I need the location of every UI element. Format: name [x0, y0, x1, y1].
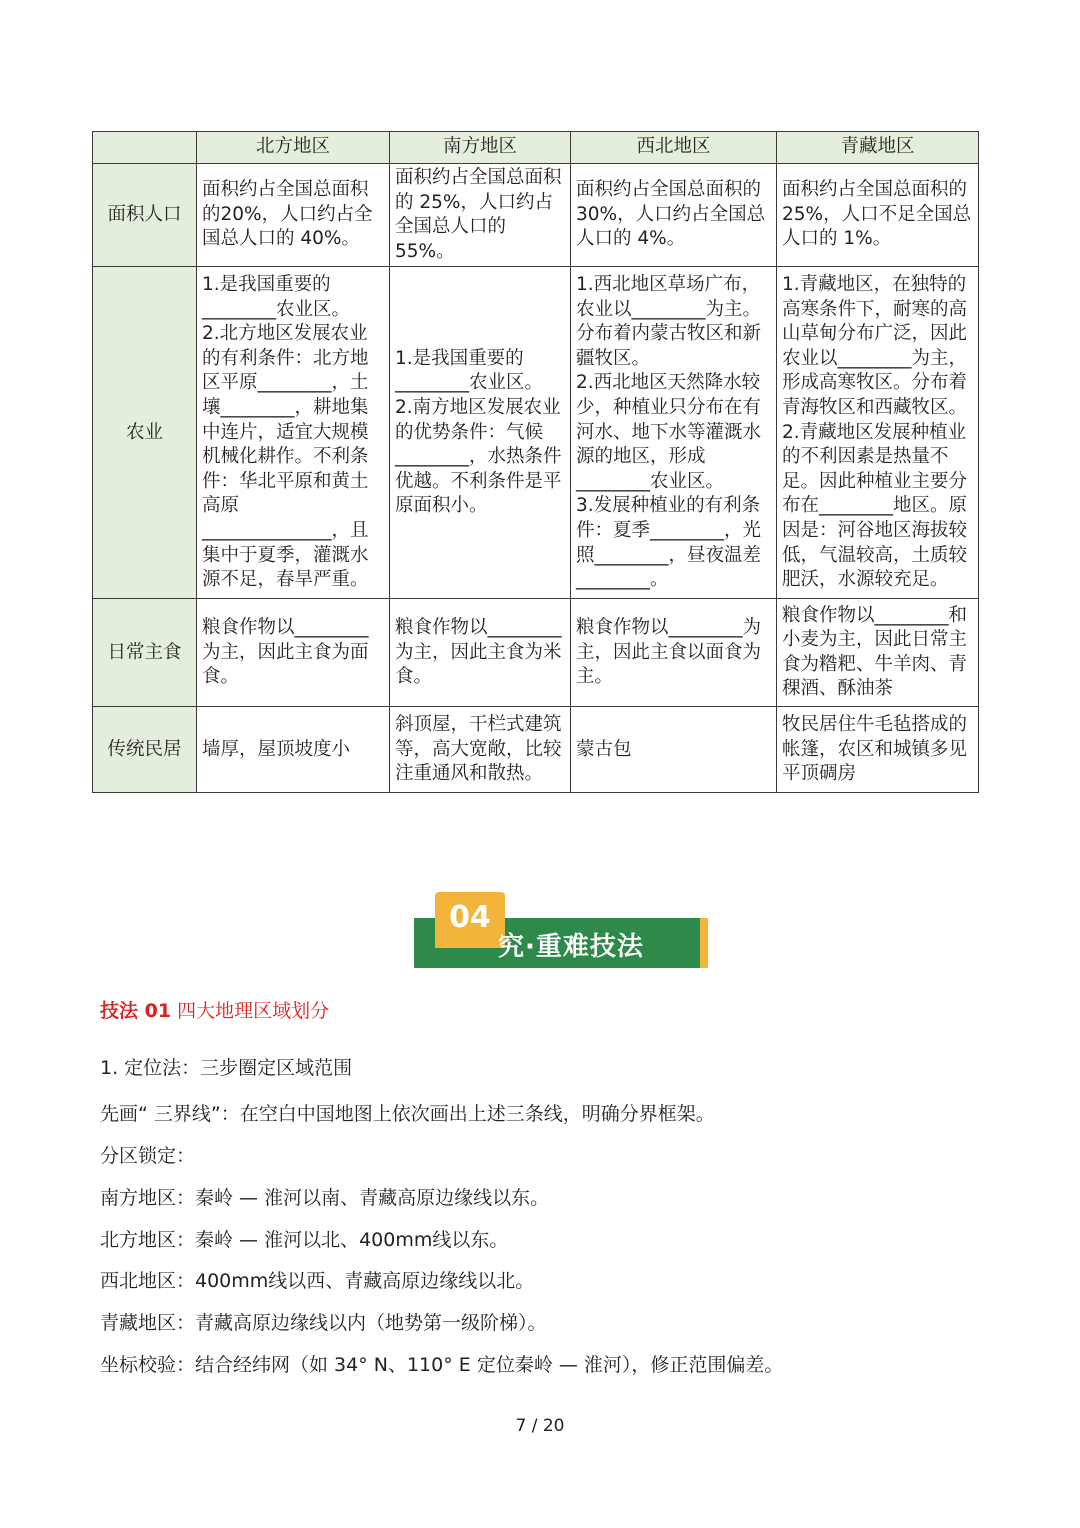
table-row	[93, 164, 979, 267]
paragraph-draw-lines: 先画“ 三界线”：在空白中国地图上依次画出上述三条线，明确分界框架。	[100, 1103, 715, 1125]
paragraph-coordinate-check: 坐标校验：结合经纬网（如 34° N、110° E 定位秦岭 — 淮河），修正范围偏差。	[100, 1354, 784, 1376]
table-cell: 1.是我国重要的________农业区。 2.南方地区发展农业的优势条件：气候________，水热条件优越。不利条件是平原面积小。	[390, 267, 571, 599]
section-title: 究·重难技法	[498, 932, 644, 962]
header-qinghai-tibet: 青藏地区	[777, 132, 979, 164]
table-row	[93, 707, 979, 793]
table-cell: 墙厚，屋顶坡度小	[197, 707, 390, 793]
table-row	[93, 267, 979, 599]
table-cell: 斜顶屋，干栏式建筑等，高大宽敞，比较注重通风和散热。	[390, 707, 571, 793]
header-corner	[93, 132, 197, 164]
table-header-row	[93, 132, 979, 164]
table-cell: 蒙古包	[571, 707, 777, 793]
paragraph-south: 南方地区：秦岭 — 淮河以南、青藏高原边缘线以东。	[100, 1187, 550, 1209]
table-cell: 面积约占全国总面积的20%，人口约占全国总人口的 40%。	[197, 164, 390, 267]
table-cell: 粮食作物以________为主，因此主食为米食。	[390, 599, 571, 707]
header-northwest: 西北地区	[571, 132, 777, 164]
paragraph-northwest: 西北地区：400mm线以西、青藏高原边缘线以北。	[100, 1270, 535, 1292]
region-comparison-table	[92, 131, 979, 793]
table-cell: 粮食作物以________为主，因此主食为面食。	[197, 599, 390, 707]
paragraph-zone-lock: 分区锁定：	[100, 1145, 196, 1167]
section-number: 04	[435, 892, 505, 948]
row-label-agriculture: 农业	[93, 267, 197, 599]
table-cell: 粮食作物以________为主，因此主食以面食为主。	[571, 599, 777, 707]
paragraph-north: 北方地区：秦岭 — 淮河以北、400mm线以东。	[100, 1229, 509, 1251]
table-cell: 1.是我国重要的________农业区。 2.北方地区发展农业的有利条件：北方地区平原________，土壤________，耕地集中连片，适宜大规模机械化耕作。不利条件：华北平原和黄土高原______________，且集中于夏季，灌溉水源不足，春旱严重。	[197, 267, 390, 599]
table-row	[93, 599, 979, 707]
section-badge	[414, 892, 708, 976]
paragraph-method-title: 1. 定位法：三步圈定区域范围	[100, 1057, 353, 1079]
table-cell: 1.青藏地区，在独特的高寒条件下，耐寒的高山草甸分布广泛，因此农业以________为主，形成高寒牧区。分布着青海牧区和西藏牧区。 2.青藏地区发展种植业的不利因素是热量不足。因此种植业主要分布在________地区。原因是：河谷地区海拔较低，气温较高，土质较肥沃，水源较充足。	[777, 267, 979, 599]
table-cell: 面积约占全国总面积的30%，人口约占全国总人口的 4%。	[571, 164, 777, 267]
table-cell: 1.西北地区草场广布，农业以________为主。分布着内蒙古牧区和新疆牧区。 2.西北地区天然降水较少，种植业只分布在有河水、地下水等灌溉水源的地区，形成________农业区。 3.发展种植业的有利条件：夏季________，光照________，昼夜温差________。	[571, 267, 777, 599]
header-south: 南方地区	[390, 132, 571, 164]
technique-heading	[100, 996, 329, 1023]
technique-name: 四大地理区域划分	[177, 1000, 330, 1022]
table-cell: 面积约占全国总面积的 25%，人口不足全国总人口的 1%。	[777, 164, 979, 267]
technique-code: 技法 01	[100, 1000, 172, 1022]
paragraph-qinghai-tibet: 青藏地区：青藏高原边缘线以内（地势第一级阶梯）。	[100, 1312, 547, 1334]
row-label-area-population: 面积人口	[93, 164, 197, 267]
table-cell: 牧民居住牛毛毡搭成的帐篷，农区和城镇多见平顶碉房	[777, 707, 979, 793]
header-north: 北方地区	[197, 132, 390, 164]
row-label-staple-food: 日常主食	[93, 599, 197, 707]
table-cell: 面积约占全国总面积的 25%，人口约占全国总人口的 55%。	[390, 164, 571, 267]
table-cell: 粮食作物以________和小麦为主，因此日常主食为糌粑、牛羊肉、青稞酒、酥油茶	[777, 599, 979, 707]
page-number: 7 / 20	[515, 1416, 565, 1436]
row-label-traditional-housing: 传统民居	[93, 707, 197, 793]
